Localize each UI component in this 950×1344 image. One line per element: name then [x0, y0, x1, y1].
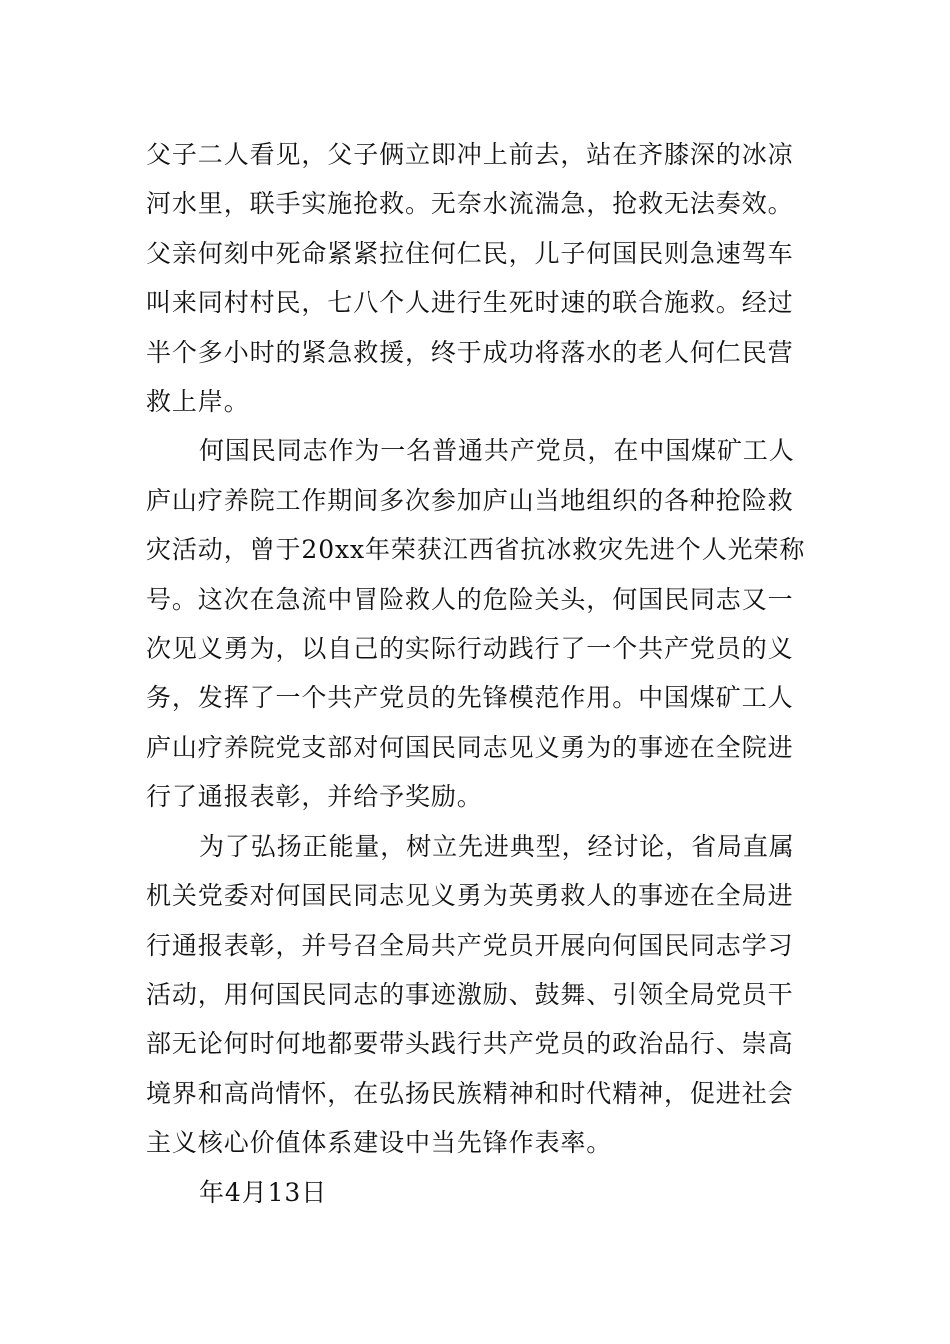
document-page [146, 130, 806, 1217]
text-line: 父亲何刻中死命紧紧拉住何仁民，儿子何国民则急速驾车 [146, 238, 794, 268]
paragraph-call-to-learn [146, 822, 806, 1168]
paragraph-commendation [146, 426, 806, 821]
text-line: 父子二人看见，父子俩立即冲上前去，站在齐膝深的冰凉 [146, 140, 794, 169]
text-line: 活动，用何国民同志的事迹激励、鼓舞、引领全局党员干 [146, 979, 794, 1009]
text-line: 庐山疗养院工作期间多次参加庐山当地组织的各种抢险救 [146, 485, 794, 515]
text-line: 主义核心价值体系建设中当先锋作表率。 [146, 1128, 613, 1158]
text-line: 庐山疗养院党支部对何国民同志见义勇为的事迹在全院进 [146, 732, 794, 762]
text-line: 行通报表彰，并号召全局共产党员开展向何国民同志学习 [146, 930, 794, 960]
text-line: 叫来同村村民，七八个人进行生死时速的联合施救。经过 [146, 288, 794, 318]
text-line: 救上岸。 [146, 387, 250, 417]
paragraph-rescue-account [146, 130, 806, 426]
text-line: 河水里，联手实施抢救。无奈水流湍急，抢救无法奏效。 [146, 189, 794, 219]
text-line: 行了通报表彰，并给予奖励。 [146, 782, 483, 812]
text-line: 何国民同志作为一名普通共产党员，在中国煤矿工人 [199, 436, 795, 466]
text-line: 次见义勇为，以自己的实际行动践行了一个共产党员的义 [146, 634, 794, 664]
text-line: 境界和高尚情怀，在弘扬民族精神和时代精神，促进社会 [146, 1078, 794, 1108]
text-line: 机关党委对何国民同志见义勇为英勇救人的事迹在全局进 [146, 881, 794, 911]
document-date: 年4月13日 [199, 1177, 328, 1207]
text-line: 半个多小时的紧急救援，终于成功将落水的老人何仁民营 [146, 337, 794, 367]
text-line: 号。这次在急流中冒险救人的危险关头，何国民同志又一 [146, 584, 794, 614]
text-line: 部无论何时何地都要带头践行共产党员的政治品行、崇高 [146, 1029, 794, 1059]
text-line: 务，发挥了一个共产党员的先锋模范作用。中国煤矿工人 [146, 683, 794, 713]
text-line: 为了弘扬正能量，树立先进典型，经讨论，省局直属 [199, 831, 795, 861]
text-line: 灾活动，曾于20xx年荣获江西省抗冰救灾先进个人光荣称 [146, 535, 806, 565]
